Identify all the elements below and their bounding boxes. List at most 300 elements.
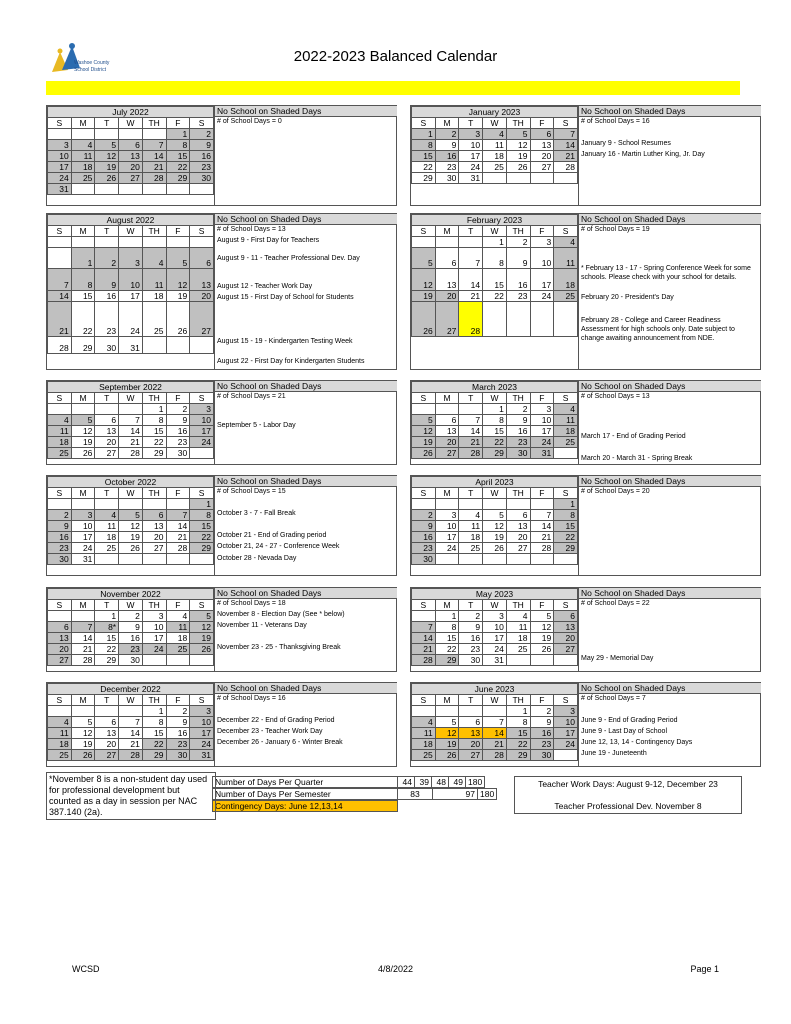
day-header: S: [412, 695, 436, 706]
calendar-note: March 20 - March 31 - Spring Break: [581, 455, 693, 462]
day-cell: 30: [190, 173, 214, 184]
day-cell: 11: [459, 521, 483, 532]
day-cell: 27: [142, 543, 166, 554]
day-cell: 4: [483, 129, 507, 140]
day-cell: 16: [506, 426, 530, 437]
calendar-note: # of School Days = 13: [581, 393, 650, 400]
day-cell: 7: [71, 622, 95, 633]
calendar-note: August 15 - 19 - Kindergarten Testing Week: [217, 338, 353, 345]
day-cell: [412, 611, 436, 622]
day-cell: 12: [95, 151, 119, 162]
day-cell: 16: [166, 426, 190, 437]
day-cell: 30: [166, 448, 190, 459]
day-cell: 8: [190, 510, 214, 521]
day-cell: 9: [166, 415, 190, 426]
day-header: TH: [142, 393, 166, 404]
day-cell: 15: [142, 728, 166, 739]
day-cell: 30: [119, 655, 143, 666]
month-notes: [214, 381, 397, 464]
day-cell: 31: [71, 554, 95, 565]
day-header: W: [119, 695, 143, 706]
election-day-footnote: *November 8 is a non-student day used for professional development but counted as a day in session per NAC 387.140 (2a).: [46, 772, 216, 820]
day-cell: 11: [48, 426, 72, 437]
day-cell: 23: [48, 543, 72, 554]
day-header: S: [554, 600, 578, 611]
day-cell: 31: [530, 448, 554, 459]
calendar-note: # of School Days = 15: [217, 488, 286, 495]
month-notes: [578, 381, 761, 464]
day-cell: 13: [459, 728, 483, 739]
day-cell: 3: [71, 510, 95, 521]
day-header: TH: [142, 118, 166, 129]
day-cell: 15: [166, 151, 190, 162]
day-header: S: [412, 118, 436, 129]
day-cell: 1: [554, 499, 578, 510]
day-cell: [119, 184, 143, 195]
day-cell: 30: [48, 554, 72, 565]
day-cell: 8: [435, 622, 459, 633]
day-cell: 19: [71, 437, 95, 448]
day-cell: 7: [459, 415, 483, 426]
day-cell: 21: [412, 644, 436, 655]
day-cell: [554, 173, 578, 184]
day-cell: 11: [166, 622, 190, 633]
day-cell: 21: [459, 437, 483, 448]
day-cell: 15: [95, 633, 119, 644]
day-cell: 13: [530, 140, 554, 151]
day-cell: 11: [48, 728, 72, 739]
day-cell: 17: [48, 162, 72, 173]
day-cell: [95, 237, 119, 248]
day-cell: 2: [435, 129, 459, 140]
day-cell: [95, 706, 119, 717]
no-school-header: No School on Shaded Days: [215, 476, 397, 487]
day-cell: 29: [483, 448, 507, 459]
day-cell: 5: [166, 248, 190, 269]
day-cell: 17: [530, 269, 554, 291]
day-cell: 23: [435, 162, 459, 173]
day-header: TH: [506, 393, 530, 404]
day-cell: [412, 706, 436, 717]
day-header: M: [71, 600, 95, 611]
day-cell: 6: [459, 717, 483, 728]
day-header: TH: [142, 488, 166, 499]
day-header: T: [95, 695, 119, 706]
day-cell: 22: [95, 644, 119, 655]
day-cell: 24: [530, 437, 554, 448]
day-cell: 23: [166, 437, 190, 448]
day-cell: 7: [48, 269, 72, 291]
month-notes: [578, 588, 761, 671]
day-header: TH: [506, 600, 530, 611]
day-cell: 11: [483, 140, 507, 151]
day-cell: 5: [95, 140, 119, 151]
day-cell: 11: [95, 521, 119, 532]
month-name: December 2022: [48, 684, 214, 695]
day-cell: 22: [142, 739, 166, 750]
day-cell: 12: [71, 728, 95, 739]
day-cell: 1: [412, 129, 436, 140]
day-cell: 2: [166, 706, 190, 717]
day-cell: 16: [506, 269, 530, 291]
day-cell: [530, 499, 554, 510]
day-cell: 20: [142, 532, 166, 543]
day-cell: [190, 655, 214, 666]
day-cell: [530, 655, 554, 666]
day-cell: 13: [95, 426, 119, 437]
day-cell: 25: [554, 291, 578, 302]
day-cell: 15: [190, 521, 214, 532]
day-cell: 10: [48, 151, 72, 162]
day-header: S: [48, 695, 72, 706]
day-cell: [48, 129, 72, 140]
day-cell: 2: [166, 404, 190, 415]
day-cell: 17: [530, 426, 554, 437]
day-cell: 20: [459, 739, 483, 750]
day-cell: 19: [483, 532, 507, 543]
day-cell: 26: [412, 302, 436, 337]
day-cell: 8: [142, 717, 166, 728]
day-cell: 12: [412, 269, 436, 291]
day-cell: [48, 499, 72, 510]
calendar-note: December 23 - Teacher Work Day: [217, 728, 323, 735]
day-cell: 2: [506, 404, 530, 415]
day-cell: 19: [190, 633, 214, 644]
no-school-header: No School on Shaded Days: [215, 683, 397, 694]
day-cell: 6: [142, 510, 166, 521]
day-cell: 11: [71, 151, 95, 162]
day-cell: 27: [554, 644, 578, 655]
day-cell: 19: [435, 739, 459, 750]
day-cell: [119, 499, 143, 510]
day-cell: 1: [190, 499, 214, 510]
day-cell: 1: [166, 129, 190, 140]
day-cell: 11: [506, 622, 530, 633]
day-cell: 2: [95, 248, 119, 269]
month-grid: [411, 683, 578, 761]
day-cell: 13: [48, 633, 72, 644]
month-grid: [47, 588, 214, 666]
day-cell: 6: [530, 129, 554, 140]
day-cell: 15: [412, 151, 436, 162]
day-cell: 27: [95, 750, 119, 761]
day-cell: 25: [95, 543, 119, 554]
day-cell: 10: [190, 717, 214, 728]
day-cell: [459, 499, 483, 510]
calendar-note: November 23 - 25 - Thanksgiving Break: [217, 644, 341, 651]
month-name: May 2023: [412, 589, 578, 600]
day-cell: 8: [71, 269, 95, 291]
day-header: S: [48, 600, 72, 611]
day-cell: 21: [554, 151, 578, 162]
day-cell: 25: [412, 750, 436, 761]
day-cell: 26: [530, 644, 554, 655]
day-header: F: [530, 695, 554, 706]
day-cell: 24: [71, 543, 95, 554]
day-cell: 14: [412, 633, 436, 644]
day-cell: 23: [459, 644, 483, 655]
day-header: T: [459, 600, 483, 611]
month-notes: [578, 214, 761, 369]
no-school-header: No School on Shaded Days: [579, 106, 761, 117]
day-cell: 21: [119, 437, 143, 448]
semester-value: 97: [433, 789, 478, 800]
day-cell: 11: [554, 415, 578, 426]
day-cell: 21: [48, 302, 72, 337]
day-cell: 20: [530, 151, 554, 162]
month-grid: [47, 381, 214, 459]
calendar-note: # of School Days = 18: [217, 600, 286, 607]
day-cell: 24: [48, 173, 72, 184]
day-cell: 14: [71, 633, 95, 644]
month-calendar: [46, 380, 397, 465]
day-cell: 13: [142, 521, 166, 532]
day-cell: 6: [435, 415, 459, 426]
day-cell: [190, 554, 214, 565]
day-cell: 25: [142, 302, 166, 337]
day-cell: 14: [119, 426, 143, 437]
day-cell: 25: [166, 644, 190, 655]
month-name: August 2022: [48, 215, 214, 226]
day-cell: 16: [435, 151, 459, 162]
day-cell: 27: [119, 173, 143, 184]
day-cell: 21: [142, 162, 166, 173]
day-cell: 8: [166, 140, 190, 151]
day-cell: 19: [166, 291, 190, 302]
day-cell: 9: [506, 248, 530, 269]
day-cell: 22: [166, 162, 190, 173]
day-cell: 6: [554, 611, 578, 622]
contingency-label: Contingency Days: June 12,13,14: [213, 801, 398, 812]
day-cell: 13: [435, 426, 459, 437]
day-cell: 18: [166, 633, 190, 644]
day-cell: 25: [459, 543, 483, 554]
day-cell: 4: [554, 237, 578, 248]
day-cell: 11: [554, 248, 578, 269]
day-header: S: [412, 393, 436, 404]
day-cell: [71, 237, 95, 248]
day-cell: 28: [119, 750, 143, 761]
month-calendar: [410, 213, 761, 370]
day-cell: 19: [412, 437, 436, 448]
day-cell: 17: [142, 633, 166, 644]
semester-value: 180: [478, 789, 497, 800]
day-header: S: [554, 488, 578, 499]
day-cell: 16: [48, 532, 72, 543]
day-cell: [435, 706, 459, 717]
day-header: S: [412, 226, 436, 237]
month-calendar: [410, 475, 761, 576]
month-grid: [411, 588, 578, 666]
day-cell: [48, 611, 72, 622]
calendar-note: August 9 - 11 - Teacher Professional Dev. Day: [217, 255, 360, 262]
day-cell: 9: [119, 622, 143, 633]
day-cell: [435, 499, 459, 510]
day-header: S: [412, 600, 436, 611]
day-cell: 1: [483, 404, 507, 415]
month-notes: [214, 683, 397, 766]
day-cell: 7: [142, 140, 166, 151]
month-notes: [214, 106, 397, 205]
day-cell: 1: [483, 237, 507, 248]
day-cell: [412, 237, 436, 248]
day-cell: 21: [119, 739, 143, 750]
day-cell: 10: [483, 622, 507, 633]
day-cell: 29: [190, 543, 214, 554]
day-cell: 17: [190, 728, 214, 739]
day-cell: 3: [530, 404, 554, 415]
day-cell: 1: [435, 611, 459, 622]
day-cell: 2: [459, 611, 483, 622]
day-cell: [412, 499, 436, 510]
day-cell: 25: [554, 437, 578, 448]
calendar-note: # of School Days = 0: [217, 118, 282, 125]
day-cell: [142, 554, 166, 565]
day-cell: [95, 129, 119, 140]
day-cell: [48, 237, 72, 248]
day-cell: 17: [554, 728, 578, 739]
day-cell: 20: [95, 437, 119, 448]
day-cell: 23: [506, 437, 530, 448]
day-cell: 22: [554, 532, 578, 543]
day-header: TH: [506, 695, 530, 706]
day-header: M: [435, 600, 459, 611]
day-cell: 29: [142, 750, 166, 761]
day-header: M: [435, 393, 459, 404]
day-cell: 13: [435, 269, 459, 291]
day-cell: 7: [412, 622, 436, 633]
day-cell: 10: [190, 415, 214, 426]
teacher-prof-dev: Teacher Professional Dev. November 8: [554, 801, 702, 811]
day-cell: [95, 184, 119, 195]
day-cell: 28: [142, 173, 166, 184]
day-cell: 18: [554, 269, 578, 291]
calendar-note: February 28 - College and Career Readiness Assessment for high schools only. Date subject to change awaiting announcement from NDE.: [581, 317, 735, 342]
month-grid: [47, 476, 214, 565]
day-cell: [190, 237, 214, 248]
day-cell: 19: [95, 162, 119, 173]
day-cell: [166, 655, 190, 666]
day-cell: 21: [71, 644, 95, 655]
day-cell: 14: [483, 728, 507, 739]
calendar-note: # of School Days = 16: [581, 118, 650, 125]
day-cell: 21: [530, 532, 554, 543]
day-header: W: [483, 600, 507, 611]
day-cell: 25: [48, 448, 72, 459]
day-header: S: [48, 118, 72, 129]
day-cell: 19: [412, 291, 436, 302]
day-header: S: [190, 393, 214, 404]
day-header: TH: [142, 226, 166, 237]
semester-value: 83: [398, 789, 433, 800]
day-cell: 30: [412, 554, 436, 565]
no-school-header: No School on Shaded Days: [215, 214, 397, 225]
day-cell: 26: [506, 162, 530, 173]
day-cell: 19: [119, 532, 143, 543]
day-cell: [166, 237, 190, 248]
day-cell: 9: [190, 140, 214, 151]
day-cell: 17: [71, 532, 95, 543]
day-header: W: [119, 393, 143, 404]
day-cell: 20: [95, 739, 119, 750]
footer-page: Page 1: [690, 964, 719, 974]
day-cell: [142, 499, 166, 510]
day-header: M: [435, 118, 459, 129]
day-cell: 26: [71, 448, 95, 459]
day-header: W: [483, 226, 507, 237]
day-cell: 23: [166, 739, 190, 750]
day-cell: 28: [483, 750, 507, 761]
day-cell: [95, 499, 119, 510]
day-header: S: [554, 695, 578, 706]
day-cell: 3: [554, 706, 578, 717]
no-school-header: No School on Shaded Days: [215, 588, 397, 599]
day-cell: 30: [530, 750, 554, 761]
day-cell: 7: [166, 510, 190, 521]
calendar-note: March 17 - End of Grading Period: [581, 433, 686, 440]
day-cell: [166, 337, 190, 354]
yellow-banner: [46, 81, 740, 95]
day-cell: [412, 404, 436, 415]
day-header: F: [530, 226, 554, 237]
day-header: M: [435, 226, 459, 237]
day-cell: [483, 499, 507, 510]
day-header: F: [530, 118, 554, 129]
day-cell: 26: [166, 302, 190, 337]
day-cell: 1: [71, 248, 95, 269]
calendar-note: # of School Days = 20: [581, 488, 650, 495]
day-header: S: [190, 118, 214, 129]
day-cell: [554, 750, 578, 761]
day-cell: 18: [459, 532, 483, 543]
day-cell: 27: [48, 655, 72, 666]
day-header: M: [435, 488, 459, 499]
day-cell: 9: [506, 415, 530, 426]
day-cell: 15: [506, 728, 530, 739]
day-cell: [119, 129, 143, 140]
day-cell: 19: [71, 739, 95, 750]
day-cell: 5: [412, 248, 436, 269]
day-cell: 20: [190, 291, 214, 302]
day-cell: 20: [48, 644, 72, 655]
day-cell: 22: [190, 532, 214, 543]
calendar-note: December 26 - January 6 - Winter Break: [217, 739, 343, 746]
day-cell: 14: [459, 426, 483, 437]
day-cell: 20: [435, 437, 459, 448]
day-header: M: [71, 488, 95, 499]
calendar-note: June 9 - Last Day of School: [581, 728, 667, 735]
day-cell: [506, 554, 530, 565]
day-cell: 12: [119, 521, 143, 532]
day-cell: [71, 499, 95, 510]
month-grid: [411, 214, 578, 337]
no-school-header: No School on Shaded Days: [579, 588, 761, 599]
day-header: F: [166, 488, 190, 499]
day-cell: 8: [506, 717, 530, 728]
day-cell: 10: [554, 717, 578, 728]
day-cell: 17: [435, 532, 459, 543]
month-calendar: [46, 105, 397, 206]
day-cell: 3: [459, 129, 483, 140]
calendar-note: November 11 - Veterans Day: [217, 622, 307, 629]
day-cell: [119, 706, 143, 717]
day-cell: 13: [119, 151, 143, 162]
day-header: W: [483, 393, 507, 404]
day-cell: [506, 173, 530, 184]
day-cell: 18: [142, 291, 166, 302]
day-cell: 26: [190, 644, 214, 655]
day-header: S: [190, 695, 214, 706]
